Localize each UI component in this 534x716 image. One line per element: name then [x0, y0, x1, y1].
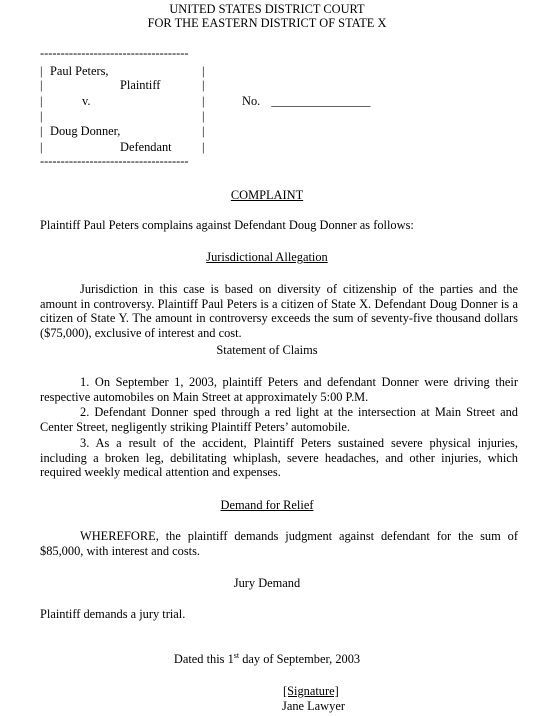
plaintiff-name: Paul Peters,	[50, 64, 109, 78]
dated-prefix: Dated this 1	[173, 652, 234, 666]
defendant-name: Doug Donner,	[50, 124, 121, 138]
claim-item: 3. As a result of the accident, Plaintiff Peters sustained severe physical injuries, including a broken leg, debilitating whiplash, severe headaches, and other injuries, which required weekly medical attention and expenses.	[40, 436, 518, 479]
case-number-blank: ________________	[271, 94, 371, 108]
signature: [Signature]	[283, 684, 339, 698]
dated-superscript: st	[233, 650, 240, 660]
jury-heading: Jury Demand	[233, 576, 301, 590]
court-name: UNITED STATES DISTRICT COURT	[169, 2, 365, 16]
plaintiff-role: Plaintiff	[120, 78, 161, 92]
relief-heading: Demand for Relief	[220, 498, 314, 512]
claim-item: 1. On September 1, 2003, plaintiff Peters and defendant Donner were driving their respective automobiles on Main Street at approximately 5:00 P.M.	[40, 375, 518, 404]
attorney-name: Jane Lawyer	[282, 699, 345, 713]
caption-top-dashes: ------------------------------------	[40, 46, 189, 60]
caption-bottom-dashes: ------------------------------------	[40, 154, 189, 168]
claim-item: 2. Defendant Donner sped through a red light at the intersection at Main Street and Center Street, negligently striking Plaintiff Peters’ automobile.	[40, 405, 518, 434]
document-title: COMPLAINT	[230, 188, 304, 202]
intro-paragraph: Plaintiff Paul Peters complains against Defendant Doug Donner as follows:	[40, 218, 414, 232]
versus: v.	[82, 94, 91, 108]
case-number	[242, 94, 370, 109]
claims-heading: Statement of Claims	[216, 343, 318, 357]
jury-paragraph: Plaintiff demands a jury trial.	[40, 607, 186, 621]
dated-suffix: day of September, 2003	[239, 652, 361, 666]
relief-paragraph: WHEREFORE, the plaintiff demands judgment against defendant for the sum of $85,000, with interest and costs.	[40, 529, 518, 558]
court-district: FOR THE EASTERN DISTRICT OF STATE X	[147, 16, 387, 30]
defendant-role: Defendant	[120, 140, 172, 154]
jurisdiction-paragraph: Jurisdiction in this case is based on diversity of citizenship of the parties and the amount in controversy. Plaintiff Paul Peters is a citizen of State X. Defendant Doug Donner is a citizen of State Y. The amount in controversy exceeds the sum of seventy-five thousand dollars ($75,000), exclusive of interest and cost.	[40, 282, 518, 340]
dated-line	[0, 652, 534, 667]
case-number-label: No.	[242, 94, 261, 108]
jurisdiction-heading: Jurisdictional Allegation	[206, 250, 328, 264]
